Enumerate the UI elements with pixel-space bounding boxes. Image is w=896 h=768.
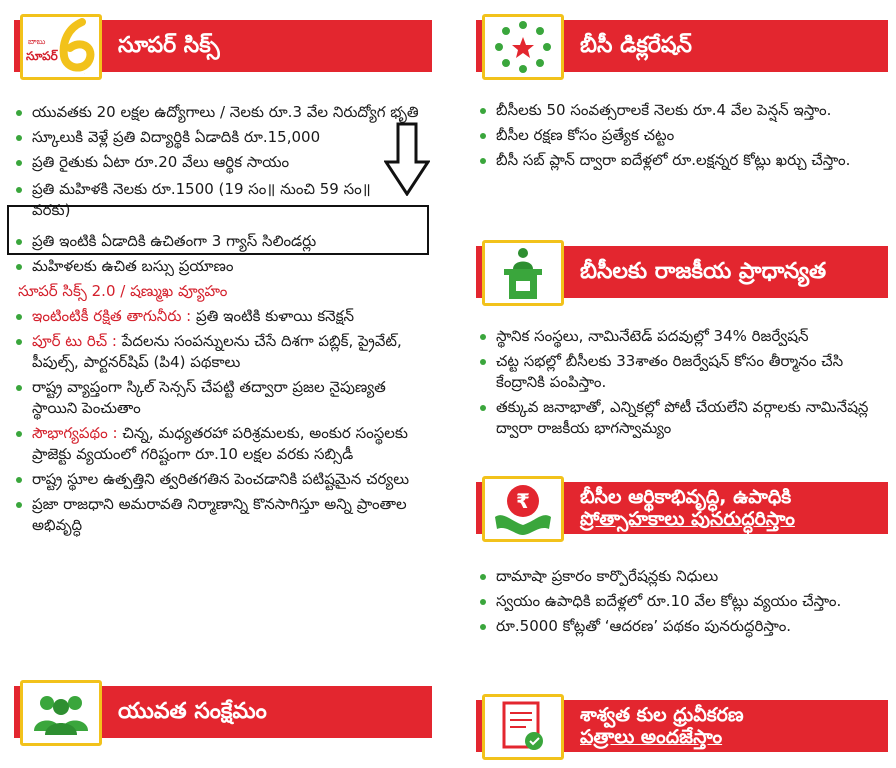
super-six-list [12,102,432,540]
bc-economic-title: బీసీల ఆర్థికాభివృద్ధి, ఉపాధికి ప్రోత్సాహకాలు పునరుద్ధరిస్తాం [580,486,795,530]
bc-declaration-banner [476,14,888,80]
youth-banner [14,680,432,746]
bc-political-logo [482,240,564,306]
list-item: బీసీలకు 50 సంవత్సరాలకే నెలకు రూ.4 వేల పెన్షన్ ఇస్తాం. [476,100,886,121]
list-item: మహిళలకు ఉచిత బస్సు ప్రయాణం [12,256,432,277]
bc-political-list [476,326,886,443]
down-arrow-icon [384,122,430,196]
list-item: బీసీల రక్షణ కోసం ప్రత్యేక చట్టం [476,125,886,146]
caste-cert-banner [476,694,888,760]
bc-political-banner [476,240,888,306]
subheading: సూపర్ సిక్స్ 2.0 / షణ్ముఖ వ్యూహం [18,282,228,300]
list-item: ప్రతి రైతుకు ఏటా రూ.20 వేలు ఆర్థిక సాయం [12,152,432,173]
list-item: సౌభాగ్యపథం : చిన్న, మధ్యతరహా పరిశ్రమలకు, అంకుర సంస్థలకు ప్రాజెక్టు వ్యయంలో గరిష్టంగా రూ.10 లక్షల వరకు సబ్సిడీ [12,423,432,465]
rupee-hands-icon [491,481,555,537]
list-item: చట్ట సభల్లో బీసీలకు 33శాతం రిజర్వేషన్ కోసం తీర్మానం చేసి కేంద్రానికి పంపిస్తాం. [476,351,886,393]
list-item: స్కూలుకి వెళ్లే ప్రతి విద్యార్థికి ఏడాదికి రూ.15,000 [12,127,432,148]
super-six-title: సూపర్ సిక్స్ [118,33,220,58]
list-item: రాష్ట్ర వ్యాప్తంగా స్కిల్ సెన్సస్ చేపట్టి తద్వారా ప్రజల నైపుణ్యత స్థాయిని పెంచుతాం [12,377,432,419]
people-group-icon [31,691,91,735]
super-six-logo-icon [24,18,98,76]
svg-text:బాబు: బాబు [28,37,46,46]
list-item: పూర్ టు రిచ్ : పేదలను సంపన్నులను చేసే దిశగా పబ్లిక్, ప్రైవేట్, పీపుల్స్, పార్టనర్‌షిప్ (పి4) పథకాలు [12,331,432,373]
bc-political-title: బీసీలకు రాజకీయ ప్రాధాన్యత [580,259,827,284]
list-item: రూ.5000 కోట్లతో ‘ఆదరణ’ పథకం పునరుద్ధరిస్తాం. [476,616,886,637]
certificate-icon [496,699,550,755]
bc-declaration-list [476,100,886,175]
svg-text:6: 6 [84,74,85,75]
super-six-banner [14,14,432,80]
bc-economic-logo [482,476,564,542]
highlight-box [7,205,429,255]
svg-text:₹: ₹ [516,489,530,513]
bc-declaration-logo [482,14,564,80]
youth-logo [20,680,102,746]
list-item: స్వయం ఉపాధికి ఐదేళ్లలో రూ.10 వేల కోట్లు వ్యయం చేస్తాం. [476,591,886,612]
list-item: ప్రతి ఇంటికి ఏడాదికి ఉచితంగా 3 గ్యాస్ సిలిండర్లు [12,231,432,252]
people-circle-icon [491,19,555,75]
list-item: ఇంటింటికీ రక్షిత తాగునీరు : ప్రతి ఇంటికి కుళాయి కనెక్షన్ [12,306,432,327]
bc-economic-banner [476,476,888,542]
list-item: ప్రజా రాజధాని అమరావతి నిర్మాణాన్ని కొనసాగిస్తూ అన్ని ప్రాంతాల అభివృద్ధి [12,494,432,536]
list-item: యువతకు 20 లక్షల ఉద్యోగాలు / నెలకు రూ.3 వేల నిరుద్యోగ భృతి [12,102,432,123]
list-item: బీసీ సబ్ ప్లాన్ ద్వారా ఐదేళ్లలో రూ.లక్షన్నర కోట్లు ఖర్చు చేస్తాం. [476,150,886,171]
youth-title: యువత సంక్షేమం [118,699,267,724]
list-item: దామాషా ప్రకారం కార్పొరేషన్లకు నిధులు [476,566,886,587]
podium-icon [498,245,548,301]
caste-cert-title: శాశ్వత కుల ధ్రువీకరణ పత్రాలు అందజేస్తాం [580,704,744,748]
list-item: ప్రతి మహిళకి నెలకు రూ.1500 (19 సం॥ నుంచి 59 సం॥ వరకు) [12,179,432,221]
list-item: తక్కువ జనాభాతో, ఎన్నికల్లో పోటీ చేయలేని వర్గాలకు నామినేషన్ల ద్వారా రాజకీయ భాగస్వామ్యం [476,397,886,439]
bc-economic-list [476,566,886,641]
svg-text:సూపర్: సూపర్ [26,49,58,63]
bc-declaration-title: బీసీ డిక్లరేషన్ [580,33,693,58]
list-item: స్థానిక సంస్థలు, నామినేటెడ్ పదవుల్లో 34% రిజర్వేషన్ [476,326,886,347]
super-six-logo [20,14,102,80]
caste-cert-logo [482,694,564,760]
list-item: రాష్ట్ర స్థూల ఉత్పత్తిని త్వరితగతిన పెంచడానికి పటిష్టమైన చర్యలు [12,469,432,490]
